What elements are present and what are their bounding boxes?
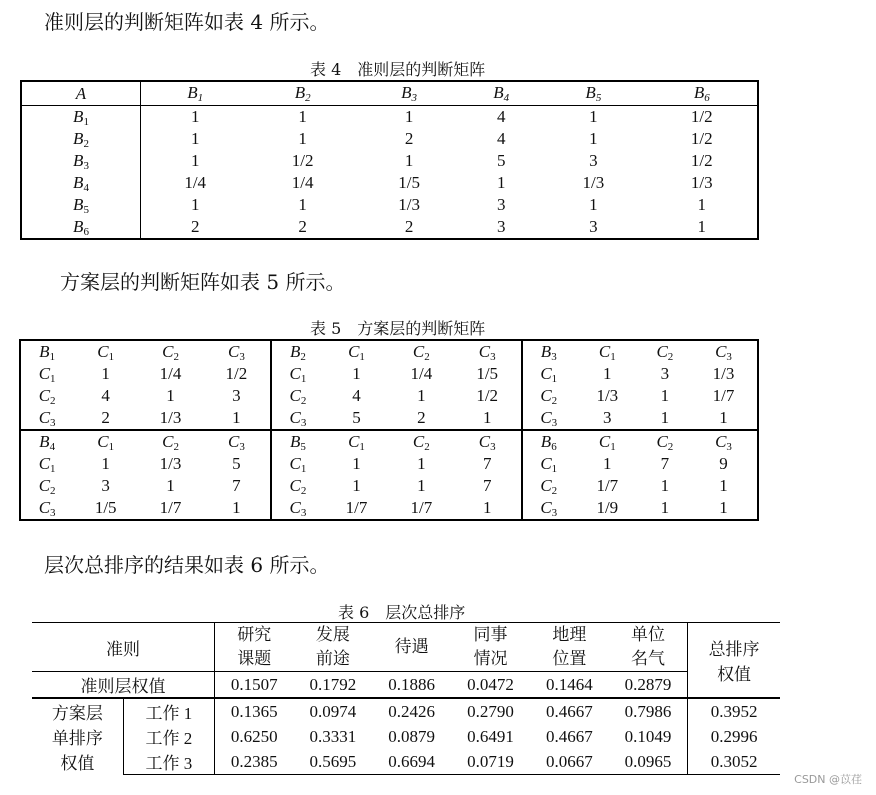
table4-cell: 1 xyxy=(298,195,307,214)
table4-cell: 4 xyxy=(496,129,506,148)
block-cell: 1/7 xyxy=(159,498,182,517)
table4-cell: 2 xyxy=(190,217,200,236)
score-cell: 0.4667 xyxy=(545,726,593,746)
factor-header: 待遇 xyxy=(372,623,451,672)
score-cell: 0.6250 xyxy=(230,726,278,746)
block-cell: 7 xyxy=(482,454,492,473)
block-row-label: $C_1$ xyxy=(522,363,575,385)
score-cell: 0.0719 xyxy=(451,749,530,775)
table4-col-header: $B_1$ xyxy=(141,81,250,106)
score-cell: 0.4667 xyxy=(530,698,609,724)
table4-cell: 1 xyxy=(298,129,307,148)
paragraph-table4-intro: 准则层的判断矩阵如表 4 所示。 xyxy=(44,10,330,34)
table-row xyxy=(21,172,758,194)
job-label: 工作 1 xyxy=(123,698,214,724)
table4-cell: 1/4 xyxy=(184,173,207,192)
block-head: $B_2$ xyxy=(271,340,324,363)
table4-row-label: $B_1$ xyxy=(21,106,141,129)
block-cell: 2 xyxy=(417,408,426,427)
weight-cell: 0.1464 xyxy=(530,672,609,699)
block-cell: 1 xyxy=(660,498,670,517)
weight-cell: 0.1886 xyxy=(372,672,451,699)
total-ranking-table xyxy=(32,622,780,775)
block-row-label: $C_3$ xyxy=(522,497,575,520)
block-cell: 1 xyxy=(101,454,110,473)
block-cell: 1 xyxy=(603,364,612,383)
block-col-header: $C_1$ xyxy=(324,430,389,453)
block-cell: 1 xyxy=(232,498,241,517)
table4-col-header: $B_4$ xyxy=(462,81,540,106)
block-row-label: $C_1$ xyxy=(271,453,324,475)
table-row xyxy=(32,724,780,749)
factor-header: 发展 前途 xyxy=(293,623,372,672)
table4-cell: 1/2 xyxy=(690,151,713,170)
score-cell: 0.2790 xyxy=(451,698,530,724)
block-cell: 1 xyxy=(660,386,670,405)
table4-cell: 2 xyxy=(298,217,307,236)
block-cell: 3 xyxy=(660,364,670,383)
table-row xyxy=(20,340,758,363)
table6-caption: 表 6 层次总排序 xyxy=(338,603,466,622)
table4-cell: 4 xyxy=(496,107,506,126)
score-cell: 0.5695 xyxy=(293,749,372,775)
block-cell: 7 xyxy=(232,476,241,495)
block-cell: 1/3 xyxy=(159,454,182,473)
table4-cell: 1/2 xyxy=(690,107,713,126)
factor-header: 研究 课题 xyxy=(215,623,294,672)
block-cell: 7 xyxy=(482,476,492,495)
group-label: 方案层 单排序 权值 xyxy=(32,698,123,775)
block-head: $B_3$ xyxy=(522,340,575,363)
table4-cell: 1 xyxy=(190,151,200,170)
block-col-header: $C_3$ xyxy=(203,430,271,453)
block-cell: 1/2 xyxy=(476,386,499,405)
table4-row-label: $B_2$ xyxy=(21,128,141,150)
weight-label: 准则层权值 xyxy=(32,672,215,699)
table4-caption: 表 4 准则层的判断矩阵 xyxy=(310,60,486,79)
table4-row-label: $B_6$ xyxy=(21,216,141,239)
table4-cell: 3 xyxy=(589,217,598,236)
table4-cell: 1/2 xyxy=(690,129,713,148)
table4-cell: 2 xyxy=(404,217,414,236)
block-cell: 5 xyxy=(232,454,241,473)
block-cell: 1/7 xyxy=(596,476,619,495)
alternative-judgment-matrix-table xyxy=(19,339,759,521)
table4-col-header: $B_6$ xyxy=(647,81,758,106)
score-cell: 0.6491 xyxy=(467,726,514,746)
block-cell: 1 xyxy=(352,454,361,473)
block-cell: 4 xyxy=(101,386,110,405)
table-row xyxy=(21,150,758,172)
block-cell: 1 xyxy=(482,498,492,517)
score-cell: 0.0879 xyxy=(388,726,436,746)
block-cell: 3 xyxy=(603,408,612,427)
block-row-label: $C_2$ xyxy=(522,475,575,497)
table4-cell: 1 xyxy=(697,217,707,236)
block-cell: 1 xyxy=(719,476,728,495)
table-row xyxy=(21,194,758,216)
block-cell: 1 xyxy=(417,386,426,405)
block-cell: 1 xyxy=(352,476,361,495)
table-row xyxy=(20,385,758,407)
block-col-header: $C_2$ xyxy=(656,341,674,363)
table-row xyxy=(20,430,758,453)
table-row xyxy=(20,363,758,385)
factor-header: 同事 情况 xyxy=(451,623,530,672)
total-cell: 0.3952 xyxy=(688,698,780,724)
total-weight-header: 总排序 权值 xyxy=(688,623,780,699)
block-row-label: $C_2$ xyxy=(522,385,575,407)
block-col-header: $C_3$ xyxy=(715,341,732,363)
weight-cell: 0.1792 xyxy=(293,672,372,699)
block-cell: 1/9 xyxy=(596,498,619,517)
table4-cell: 1 xyxy=(404,151,414,170)
block-cell: 1/5 xyxy=(476,364,499,383)
block-cell: 1/4 xyxy=(159,364,182,383)
table-row xyxy=(21,106,758,129)
factor-header: 地理 位置 xyxy=(530,623,609,672)
table4-cell: 1 xyxy=(190,129,200,148)
score-cell: 0.3331 xyxy=(309,726,357,746)
block-col-header: $C_1$ xyxy=(575,430,640,453)
table4-col-header: $B_2$ xyxy=(249,81,355,106)
block-row-label: $C_2$ xyxy=(271,475,324,497)
block-cell: 1/3 xyxy=(159,408,182,427)
block-cell: 1/2 xyxy=(225,364,248,383)
block-cell: 1 xyxy=(482,408,492,427)
block-head: $B_1$ xyxy=(39,341,56,363)
block-col-header: $C_1$ xyxy=(348,341,365,363)
table4-col-header: $B_3$ xyxy=(356,81,462,106)
score-cell: 0.6694 xyxy=(372,749,451,775)
block-cell: 1/7 xyxy=(410,498,433,517)
table4-row-label: $B_4$ xyxy=(21,172,141,194)
weight-cell: 0.2879 xyxy=(609,672,688,699)
block-col-header: $C_1$ xyxy=(73,430,138,453)
table-row xyxy=(20,497,758,520)
table4-cell: 3 xyxy=(496,195,506,214)
table-row xyxy=(32,749,780,775)
weight-cell: 0.0472 xyxy=(451,672,530,699)
block-cell: 3 xyxy=(232,386,241,405)
criteria-judgment-matrix-table xyxy=(20,80,759,240)
score-cell: 0.0974 xyxy=(293,698,372,724)
block-row-label: $C_2$ xyxy=(38,385,56,407)
block-row-label: $C_1$ xyxy=(38,363,56,385)
job-label: 工作 2 xyxy=(123,724,214,749)
block-cell: 1 xyxy=(660,476,670,495)
block-cell: 1/3 xyxy=(712,364,735,383)
table-row xyxy=(21,216,758,239)
block-cell: 1 xyxy=(719,498,728,517)
block-cell: 1 xyxy=(352,364,361,383)
table4-row-label: $B_3$ xyxy=(21,150,141,172)
paragraph-table5-intro: 方案层的判断矩阵如表 5 所示。 xyxy=(60,270,346,294)
block-col-header: $C_3$ xyxy=(690,430,758,453)
table4-cell: 1 xyxy=(190,195,200,214)
block-cell: 1/7 xyxy=(345,498,368,517)
block-col-header: $C_1$ xyxy=(97,341,115,363)
block-cell: 1 xyxy=(166,476,175,495)
block-cell: 1/3 xyxy=(596,386,619,405)
block-cell: 9 xyxy=(719,454,728,473)
block-col-header: $C_2$ xyxy=(138,430,203,453)
table4-cell: 1/2 xyxy=(291,151,314,170)
block-row-label: $C_2$ xyxy=(271,385,324,407)
score-cell: 0.0965 xyxy=(609,749,688,775)
table4-cell: 1 xyxy=(298,107,307,126)
table4-cell: 3 xyxy=(496,217,506,236)
total-cell: 0.2996 xyxy=(688,724,780,749)
block-row-label: $C_1$ xyxy=(271,363,324,385)
job-label: 工作 3 xyxy=(123,749,214,775)
table4-cell: 1/3 xyxy=(690,173,713,192)
table-row xyxy=(20,453,758,475)
block-cell: 1 xyxy=(166,386,175,405)
table-row xyxy=(20,407,758,430)
table4-cell: 3 xyxy=(589,151,598,170)
factor-header: 单位 名气 xyxy=(609,623,688,672)
block-head: $B_5$ xyxy=(271,430,324,453)
table4-cell: 1 xyxy=(697,195,707,214)
watermark: CSDN @苡荏 xyxy=(794,773,862,786)
table4-header-row xyxy=(21,81,758,106)
score-cell: 0.1365 xyxy=(215,698,294,724)
block-cell: 1 xyxy=(101,364,110,383)
block-head: $B_4$ xyxy=(20,430,73,453)
score-cell: 0.2426 xyxy=(372,698,451,724)
table4-row-label: $B_5$ xyxy=(21,194,141,216)
block-row-label: $C_1$ xyxy=(522,453,575,475)
table4-cell: 1 xyxy=(589,107,598,126)
weight-cell: 0.1507 xyxy=(215,672,294,699)
table4-cell: 1 xyxy=(496,173,506,192)
table4-cell: 1 xyxy=(589,195,598,214)
table4-cell: 2 xyxy=(404,129,414,148)
table-row xyxy=(32,623,780,672)
table4-cell: 5 xyxy=(496,151,506,170)
table5-caption: 表 5 方案层的判断矩阵 xyxy=(310,319,486,338)
table-row xyxy=(21,128,758,150)
block-col-header: $C_1$ xyxy=(598,341,616,363)
block-row-label: $C_2$ xyxy=(38,475,56,497)
block-col-header: $C_2$ xyxy=(640,430,690,453)
block-row-label: $C_3$ xyxy=(271,497,324,520)
block-cell: 1 xyxy=(232,408,241,427)
table4-cell: 1/4 xyxy=(291,173,314,192)
table4-cell: 1 xyxy=(589,129,598,148)
block-head: $B_6$ xyxy=(522,430,575,453)
block-cell: 1/5 xyxy=(94,498,117,517)
block-cell: 1 xyxy=(417,454,426,473)
block-col-header: $C_2$ xyxy=(389,430,454,453)
table4-cell: 1/5 xyxy=(398,173,420,192)
block-col-header: $C_3$ xyxy=(227,341,245,363)
score-cell: 0.1049 xyxy=(624,726,672,746)
block-col-header: $C_3$ xyxy=(454,430,522,453)
score-cell: 0.0667 xyxy=(530,749,609,775)
block-cell: 1 xyxy=(417,476,426,495)
table4-cell: 1/3 xyxy=(398,195,420,214)
table-row xyxy=(32,698,780,724)
block-col-header: $C_2$ xyxy=(412,341,430,363)
block-cell: 3 xyxy=(101,476,110,495)
block-cell: 7 xyxy=(660,454,670,473)
table4-col-header: $B_5$ xyxy=(540,81,646,106)
criterion-header: 准则 xyxy=(32,623,215,672)
paragraph-table6-intro: 层次总排序的结果如表 6 所示。 xyxy=(44,553,330,577)
block-cell: 1/4 xyxy=(410,364,433,383)
table-row xyxy=(32,672,780,699)
block-row-label: $C_1$ xyxy=(38,453,56,475)
block-cell: 1 xyxy=(603,454,612,473)
block-cell: 2 xyxy=(101,408,110,427)
score-cell: 0.2385 xyxy=(215,749,294,775)
block-col-header: $C_3$ xyxy=(478,341,496,363)
total-cell: 0.3052 xyxy=(688,749,780,775)
table4-cell: 1/3 xyxy=(582,173,605,192)
table-row xyxy=(20,475,758,497)
table4-cell: 1 xyxy=(190,107,200,126)
block-cell: 1 xyxy=(719,408,728,427)
block-row-label: $C_3$ xyxy=(38,407,56,429)
block-col-header: $C_2$ xyxy=(162,341,179,363)
table4-corner: A xyxy=(21,81,141,106)
score-cell: 0.7986 xyxy=(609,698,688,724)
block-cell: 5 xyxy=(352,408,361,427)
block-cell: 1 xyxy=(660,408,670,427)
block-row-label: $C_3$ xyxy=(522,407,575,430)
block-cell: 4 xyxy=(352,386,361,405)
block-row-label: $C_3$ xyxy=(38,497,56,519)
block-cell: 1/7 xyxy=(712,386,735,405)
block-row-label: $C_3$ xyxy=(271,407,324,430)
table4-cell: 1 xyxy=(404,107,414,126)
